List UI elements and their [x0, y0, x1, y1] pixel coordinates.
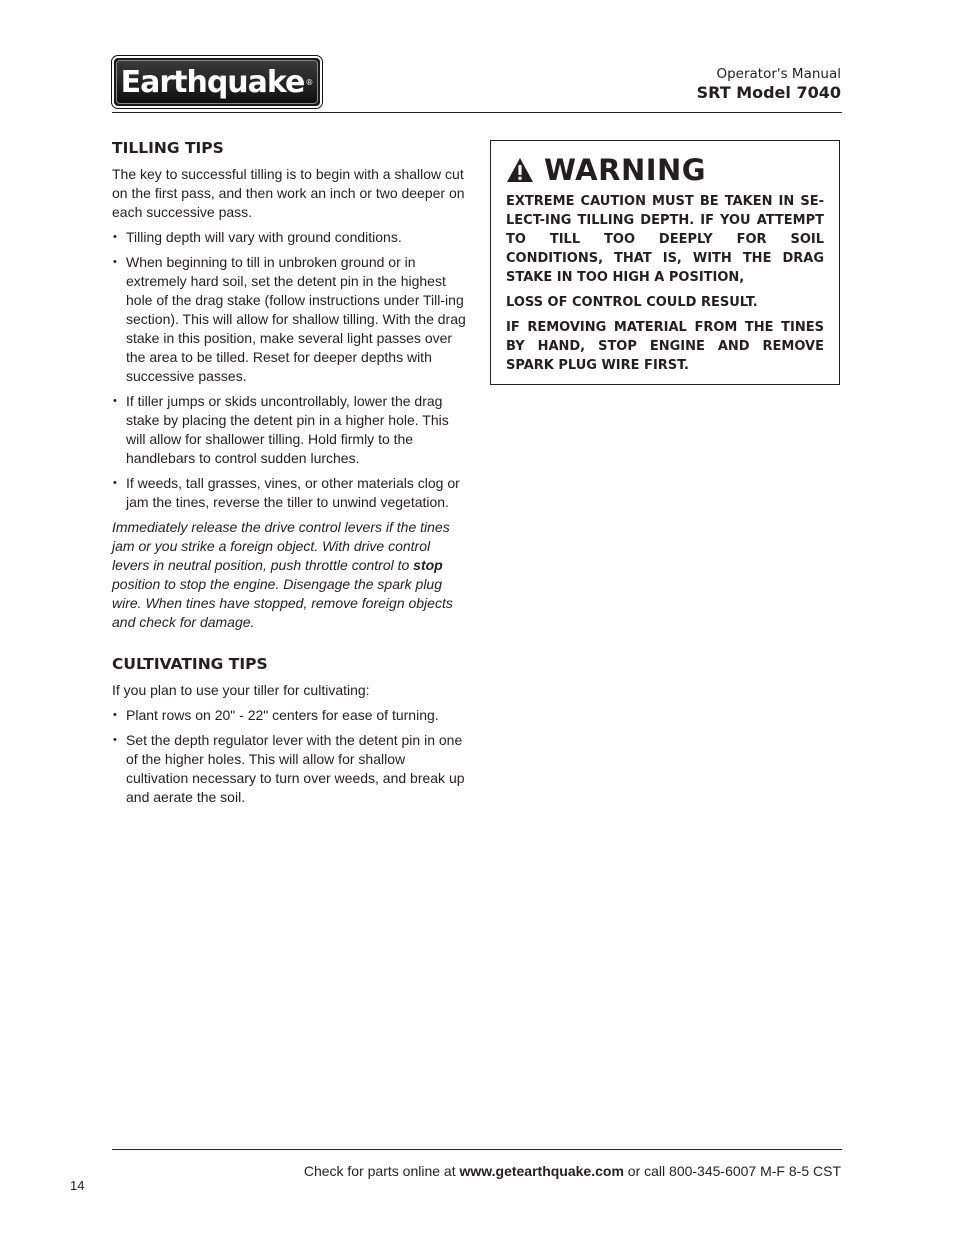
logo-registered-mark: ® [305, 77, 314, 87]
cultivating-bullet-list [112, 706, 467, 807]
header-info [697, 66, 841, 103]
caution-text-pre: Immediately release the drive control levers if the tines jam or you strike a foreign object. With drive control levers in neutral position, push throttle control to [112, 519, 450, 573]
left-column [112, 138, 467, 807]
list-item: • Plant rows on 20" - 22" centers for ease of turning. [112, 706, 467, 725]
website-link[interactable]: www.getearthquake.com [459, 1163, 624, 1179]
tine-jam-caution [112, 518, 467, 632]
tilling-tips-heading: TILLING TIPS [112, 139, 224, 157]
model-label: SRT Model 7040 [696, 83, 841, 102]
warning-title: WARNING [544, 153, 707, 187]
caution-text-post: position to stop the engine. Disengage the spark plug wire. When tines have stopped, remove foreign objects and check for damage. [112, 576, 453, 630]
page-number: 14 [70, 1178, 85, 1193]
logo-text: Earthquake [120, 64, 305, 100]
footer-text [304, 1163, 841, 1179]
caution-stop-word: stop [413, 557, 443, 573]
list-item: • Tilling depth will vary with ground conditions. [112, 228, 467, 247]
cultivating-intro: If you plan to use your tiller for cultivating: [112, 682, 370, 698]
manual-label: Operator's Manual [716, 66, 841, 82]
warning-box [490, 140, 840, 385]
footer-text-post: or call 800-345-6007 M-F 8-5 CST [623, 1163, 841, 1179]
header-rule [112, 112, 842, 113]
footer-rule [112, 1149, 842, 1150]
earthquake-logo [112, 56, 322, 108]
tilling-intro: The key to successful tilling is to begin with a shallow cut on the first pass, and then work an inch or two deeper on each successive pass. [112, 166, 465, 220]
list-item: • If tiller jumps or skids uncontrollably, lower the drag stake by placing the detent pin in a higher hole. This will allow for shallower tilling. Hold firmly to the handlebars to control sudden lurches. [112, 392, 467, 468]
warning-triangle-icon [506, 156, 534, 184]
warning-paragraph-control: LOSS OF CONTROL COULD RESULT. [506, 295, 758, 310]
cultivating-tips-heading: CULTIVATING TIPS [112, 655, 268, 673]
footer-text-pre: Check for parts online at [303, 1163, 460, 1179]
list-item: • If weeds, tall grasses, vines, or other materials clog or jam the tines, reverse the tiller to unwind vegetation. [112, 474, 467, 512]
list-item: • When beginning to till in unbroken ground or in extremely hard soil, set the detent pin in the highest hole of the drag stake (follow instructions under Till-ing section). This will allow for shallow tilling. With the drag stake in this position, make several light passes over the area to be tilled. Reset for deeper depths with successive passes. [112, 253, 467, 386]
warning-paragraph-depth: EXTREME CAUTION MUST BE TAKEN IN SE-LECT-ING TILLING DEPTH. IF YOU ATTEMPT TO TILL TOO DEEPLY FOR SOIL CONDITIONS, THAT IS, WITH THE DRAG STAKE IN TOO HIGH A POSITION, [506, 194, 824, 285]
warning-paragraph-tines: IF REMOVING MATERIAL FROM THE TINES BY HAND, STOP ENGINE AND REMOVE SPARK PLUG WIRE FIRST. [506, 320, 824, 373]
warning-title-row [506, 152, 824, 188]
tilling-bullet-list [112, 228, 467, 512]
list-item: • Set the depth regulator lever with the detent pin in one of the higher holes. This will allow for shallow cultivation necessary to turn over weeds, and break up and aerate the soil. [112, 731, 467, 807]
